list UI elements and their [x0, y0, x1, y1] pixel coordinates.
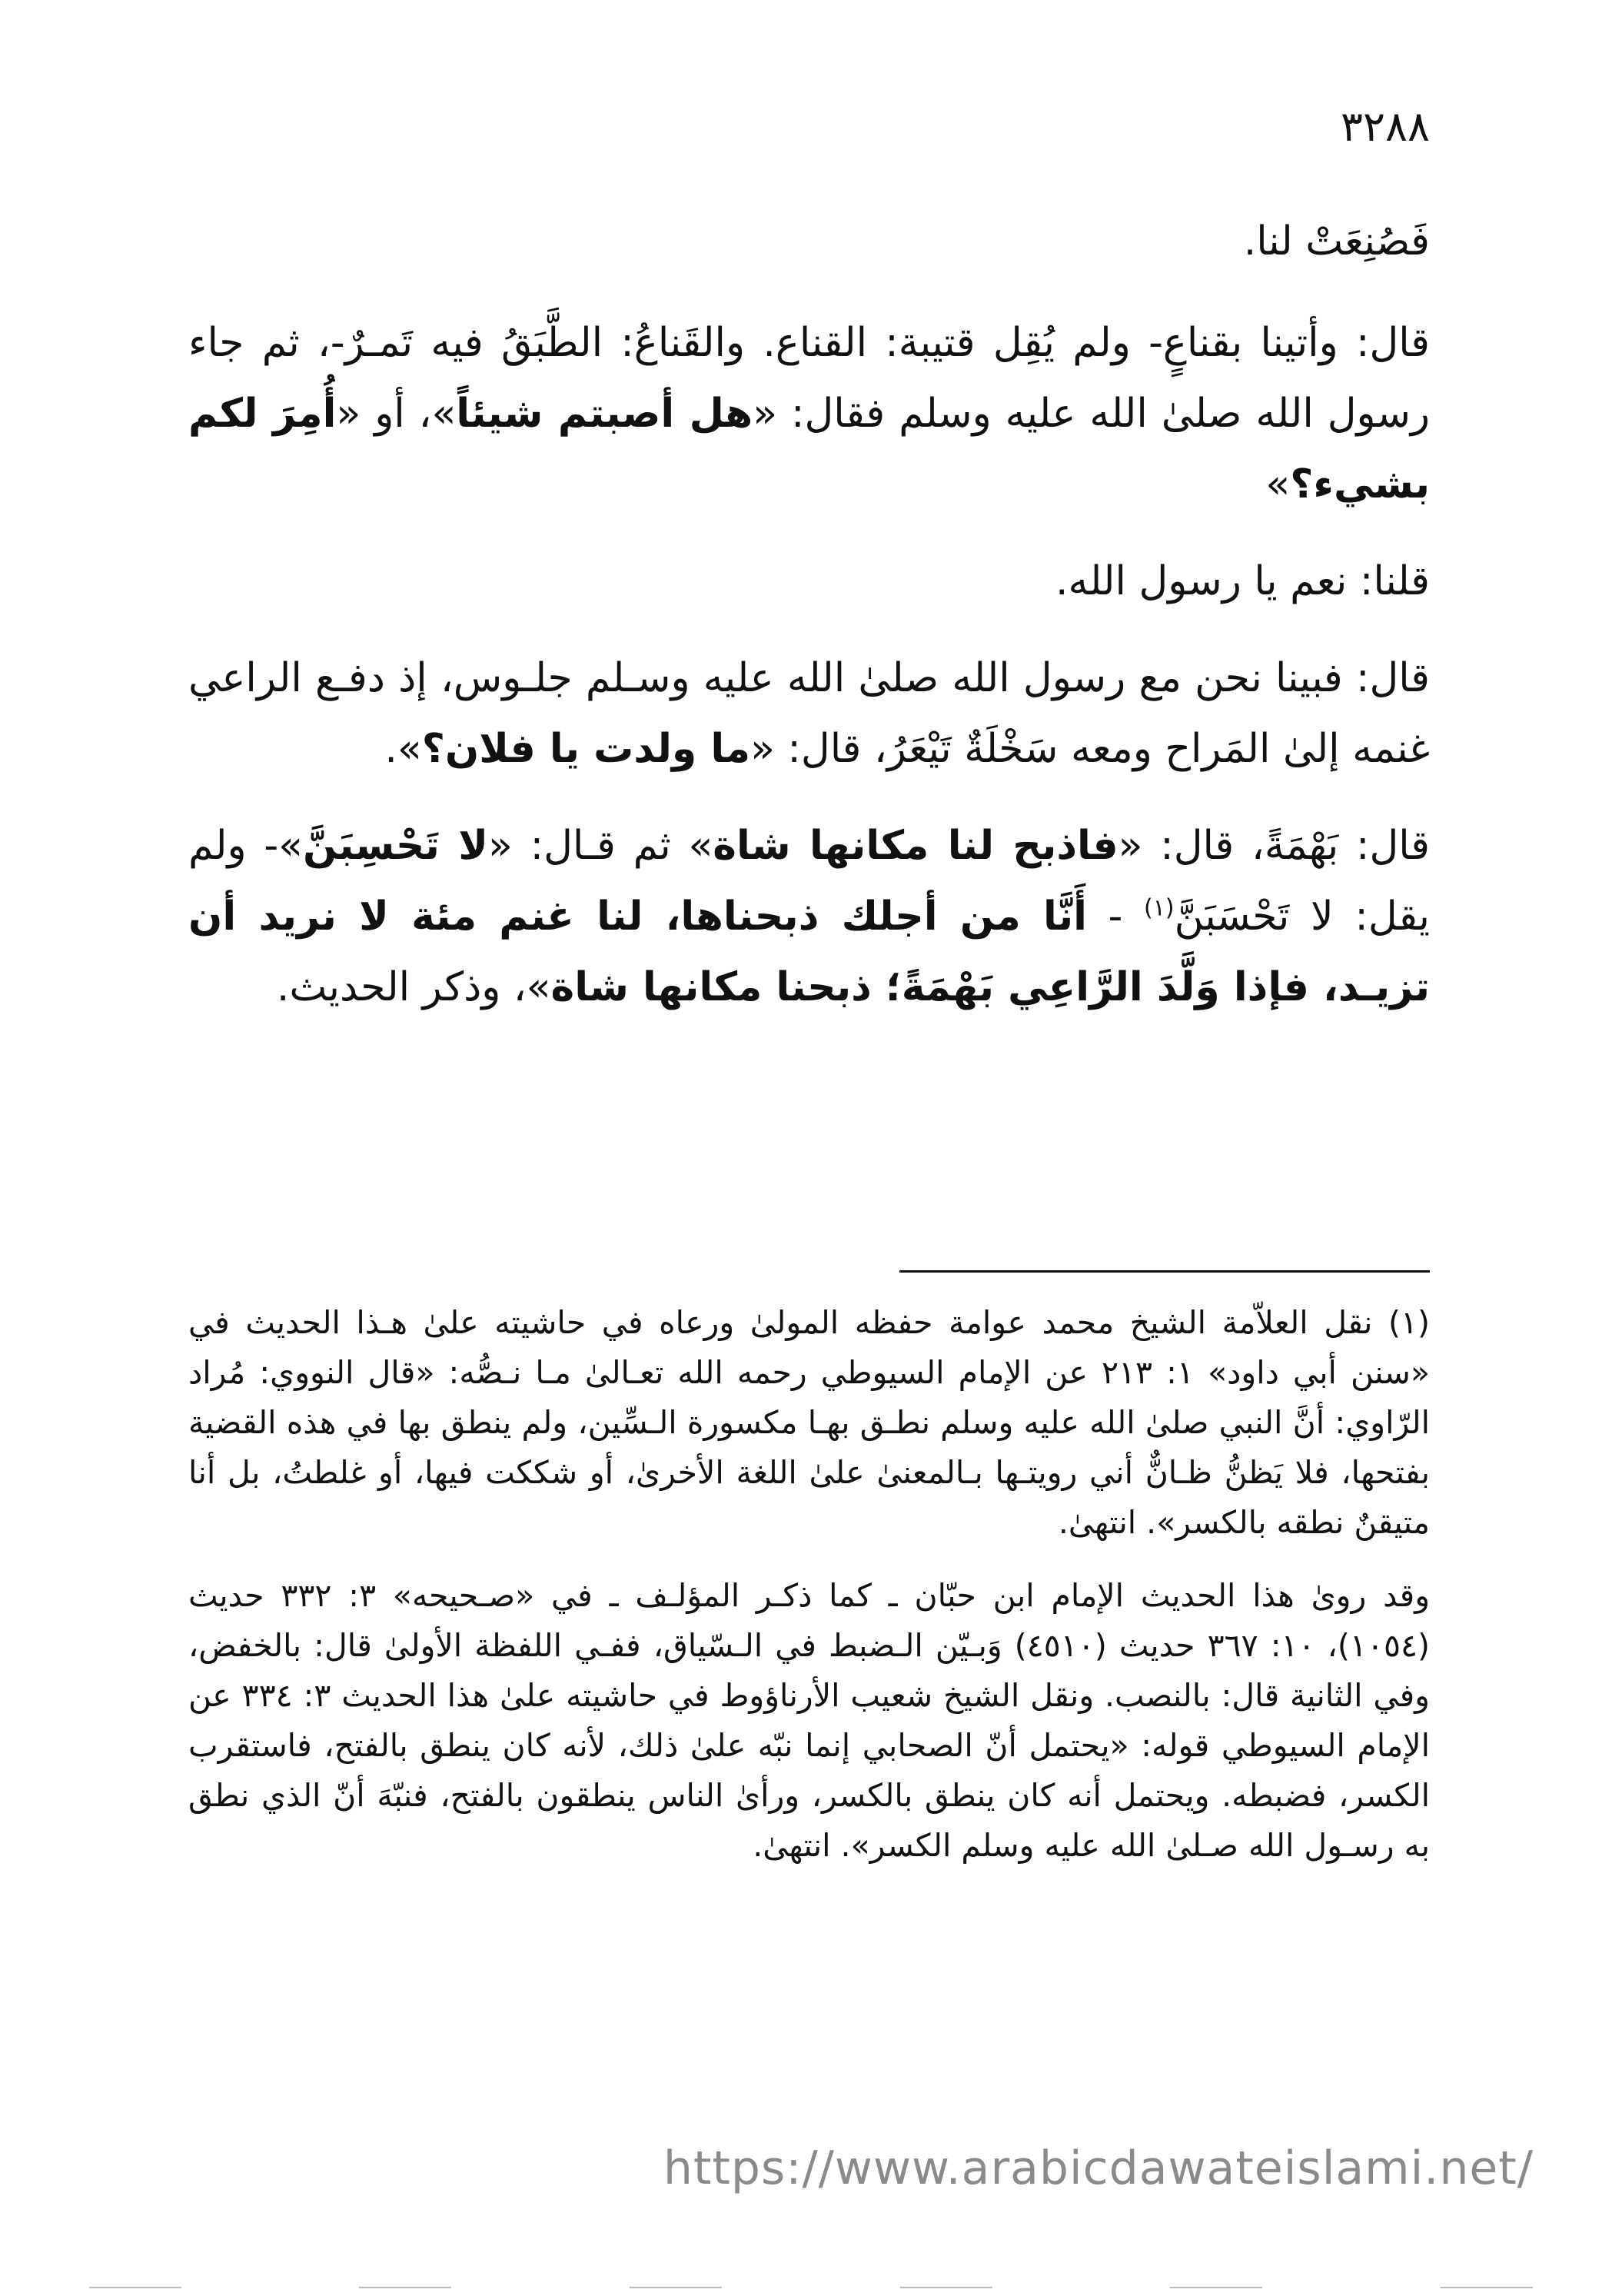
main-text	[188, 206, 1430, 1049]
scan-edge-marks	[0, 2287, 1622, 2291]
prophet-quote: أَنَّا من أجلك ذبحناها، لنا غنم مئة لا نريد أن تزيـد، فإذا وَلَّدَ الرَّاعِي بَهْمَةً؛ ذبحنا مكانها شاة	[188, 893, 1430, 1010]
paragraph-4	[188, 643, 1430, 784]
prophet-quote: أُمِرَ لكم بشيء؟	[188, 391, 1430, 507]
edge-mark	[1441, 2287, 1533, 2291]
edge-mark	[630, 2287, 722, 2291]
narration-text: قال: فبينا نحن مع رسول الله صلىٰ الله عليه وسـلم جلـوس، إذ دفـع الراعي غنمه إلىٰ المَراح ومعه سَخْلَةٌ تَيْعَرُ، قال: «	[188, 655, 1430, 772]
page-number: ٣٢٨٨	[1340, 102, 1430, 151]
prophet-quote: ما ولدت يا فلان؟	[421, 726, 751, 772]
footnote-reference: (١)	[1144, 894, 1175, 922]
narration-text: »، أو «	[336, 391, 457, 437]
footnote-1-continued: وقد روىٰ هذا الحديث الإمام ابن حبّان ـ كما ذكـر المؤلـف ـ في «صـحيحه» ٣: ٣٣٢ حديث (١٠٥٤)، ١٠: ٣٦٧ حديث (٤٥١٠) وَبـيّن الـضبط في الـسّياق، ففـي اللفظة الأولىٰ قال: بالخفض، وفي الثانية قال: بالنصب. ونقل الشيخ شعيب الأرناؤوط في حاشيته علىٰ هذا الحديث ٣: ٣٣٤ عن الإمام السيوطي قوله: «يحتمل أنّ الصحابي إنما نبّه علىٰ ذلك، لأنه كان ينطق بالفتح، فاستقرب الكسر، فضبطه. ويحتمل أنه كان ينطق بالكسر، ورأىٰ الناس ينطقون بالفتح، فنبّهَ أنّ الذي نطق به رسـول الله صـلىٰ الله عليه وسلم الكسر». انتهىٰ.	[188, 1577, 1430, 1864]
prophet-quote: هل أصبتم شيئاً	[456, 391, 753, 437]
narration-text: »، وذكر الحديث.	[276, 964, 551, 1010]
paragraph-2	[188, 308, 1430, 520]
prophet-quote: لا تَحْسِبَنَّ	[302, 823, 488, 869]
footnotes	[188, 1298, 1430, 1894]
narration-text: » ثم قـال: «	[487, 823, 713, 869]
narration-text: قال: وأتينا بقناعٍ- ولم يُقِل قتيبة: القناع. والقَناعُ: الطَّبَقُ فيه تَمـرٌ-، ثم جاء رسول الله صلىٰ الله عليه وسلم فقال: «	[188, 320, 1431, 437]
footnote-separator	[899, 1270, 1430, 1273]
narration-text: -	[1086, 893, 1145, 940]
footnote-1: (١) نقل العلاّمة الشيخ محمد عوامة حفظه المولىٰ ورعاه في حاشيته علىٰ هـذا الحديث في «سنن أبي داود» ١: ٢١٣ عن الإمام السيوطي رحمه الله تعـالىٰ مـا نـصُّه: «قال النووي: مُراد الرّاوي: أنَّ النبي صلىٰ الله عليه وسلم نطـق بهـا مكسورة الـسِّين، ولم ينطق بها في هذه القضية بفتحها، فلا يَظنُّ ظـانٌّ أني رويتـها بـالمعنىٰ علىٰ اللغة الأخرىٰ، أو شككت فيها، أو غلطتُ، بل أنا متيقنٌ نطقه بالكسر». انتهىٰ.	[188, 1304, 1430, 1541]
edge-mark	[900, 2287, 992, 2291]
watermark-url: https://www.arabicdawateislami.net/	[663, 2141, 1534, 2195]
narration-text: ».	[384, 726, 422, 772]
narration-text: »- ولم يقل: لا تَحْسَبَنَّ	[188, 823, 1430, 940]
narration-text: »	[1265, 461, 1291, 507]
narration-text: قال: بَهْمَةً، قال: «	[1118, 823, 1430, 869]
paragraph-5	[188, 810, 1430, 1023]
edge-mark	[359, 2287, 451, 2291]
paragraph-1	[188, 206, 1430, 277]
edge-mark	[1170, 2287, 1262, 2291]
paragraph-1-text: فَصُنِعَتْ لنا.	[1243, 218, 1430, 265]
paragraph-3	[188, 546, 1430, 617]
paragraph-3-text: قلنا: نعم يا رسول الله.	[1055, 558, 1430, 604]
prophet-quote: فاذبح لنا مكانها شاة	[713, 823, 1118, 869]
edge-mark	[89, 2287, 181, 2291]
